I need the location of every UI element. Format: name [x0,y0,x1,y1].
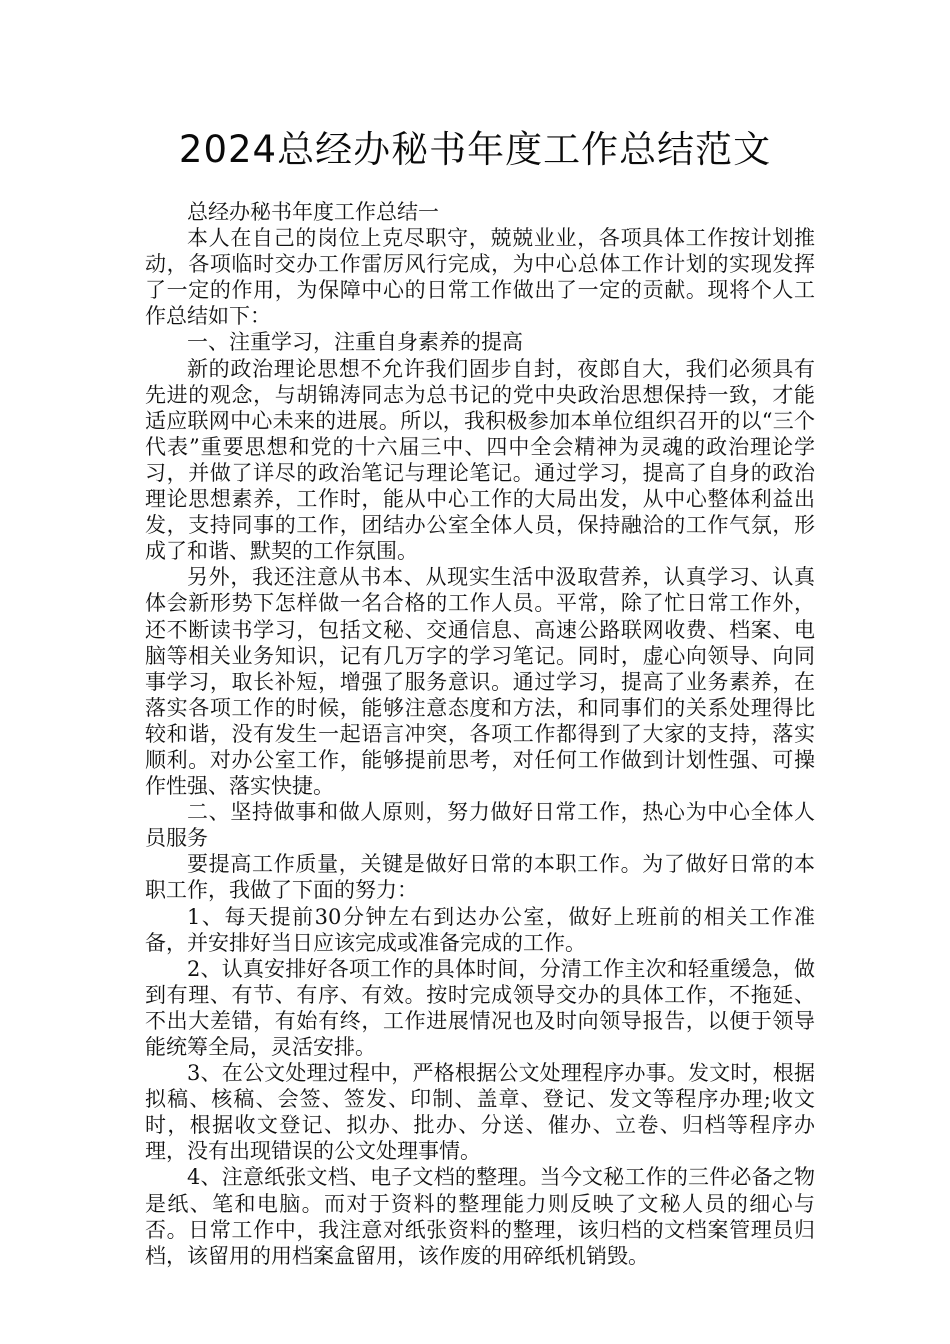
section-heading: 一、注重学习，注重自身素养的提高 [187,330,523,355]
section-heading: 二、坚持做事和做人原则，努力做好日常工作，热心为中心全体人员服务 [145,800,815,851]
list-item: 4、注意纸张文档、电子文档的整理。当今文秘工作的三件必备之物是纸、笔和电脑。而对于资料的整理能力则反映了文秘人员的细心与否。日常工作中，我注意对纸张资料的整理，该归档的文档案管理员归档，该留用的用档案盒留用，该作废的用碎纸机销毁。 [145,1165,815,1268]
paragraph: 本人在自己的岗位上克尽职守，兢兢业业，各项具体工作按计划推动，各项临时交办工作雷厉风行完成，为中心总体工作计划的实现发挥了一定的作用，为保障中心的日常工作做出了一定的贡献。现将个人工作总结如下： [145,226,815,329]
paragraph: 另外，我还注意从书本、从现实生活中汲取营养，认真学习、认真体会新形势下怎样做一名合格的工作人员。平常，除了忙日常工作外，还不断读书学习，包括文秘、交通信息、高速公路联网收费、档案、电脑等相关业务知识，记有几万字的学习笔记。同时，虚心向领导、向同事学习，取长补短，增强了服务意识。通过学习，提高了业务素养，在落实各项工作的时候，能够注意态度和方法，和同事们的关系处理得比较和谐，没有发生一起语言冲突，各项工作都得到了大家的支持，落实顺利。对办公室工作，能够提前思考，对任何工作做到计划性强、可操作性强、落实快捷。 [145,565,815,799]
document-body [145,199,815,1269]
paragraph: 新的政治理论思想不允许我们固步自封，夜郎自大，我们必须具有先进的观念，与胡锦涛同志为总书记的党中央政治思想保持一致，才能适应联网中心未来的进展。所以，我积极参加本单位组织召开的以“三个代表”重要思想和党的十六届三中、四中全会精神为灵魂的政治理论学习，并做了详尽的政治笔记与理论笔记。通过学习，提高了自身的政治理论思想素养，工作时，能从中心工作的大局出发，从中心整体利益出发，支持同事的工作，团结办公室全体人员，保持融洽的工作气氛，形成了和谐、默契的工作氛围。 [145,356,815,564]
paragraph: 要提高工作质量，关键是做好日常的本职工作。为了做好日常的本职工作，我做了下面的努力： [145,852,815,903]
list-item: 1、每天提前30分钟左右到达办公室，做好上班前的相关工作准备，并安排好当日应该完成或准备完成的工作。 [145,904,815,955]
section-heading: 总经办秘书年度工作总结一 [187,200,439,224]
list-item: 3、在公文处理过程中，严格根据公文处理程序办事。发文时，根据拟稿、核稿、会签、签发、印制、盖章、登记、发文等程序办理;收文时，根据收文登记、拟办、批办、分送、催办、立卷、归档等程序办理，没有出现错误的公文处理事情。 [145,1061,815,1164]
list-item: 2、认真安排好各项工作的具体时间，分清工作主次和轻重缓急，做到有理、有节、有序、有效。按时完成领导交办的具体工作，不拖延、不出大差错，有始有终，工作进展情况也及时向领导报告，以便于领导能统筹全局，灵活安排。 [145,956,815,1059]
document-title: 2024总经办秘书年度工作总结范文 [178,128,772,171]
